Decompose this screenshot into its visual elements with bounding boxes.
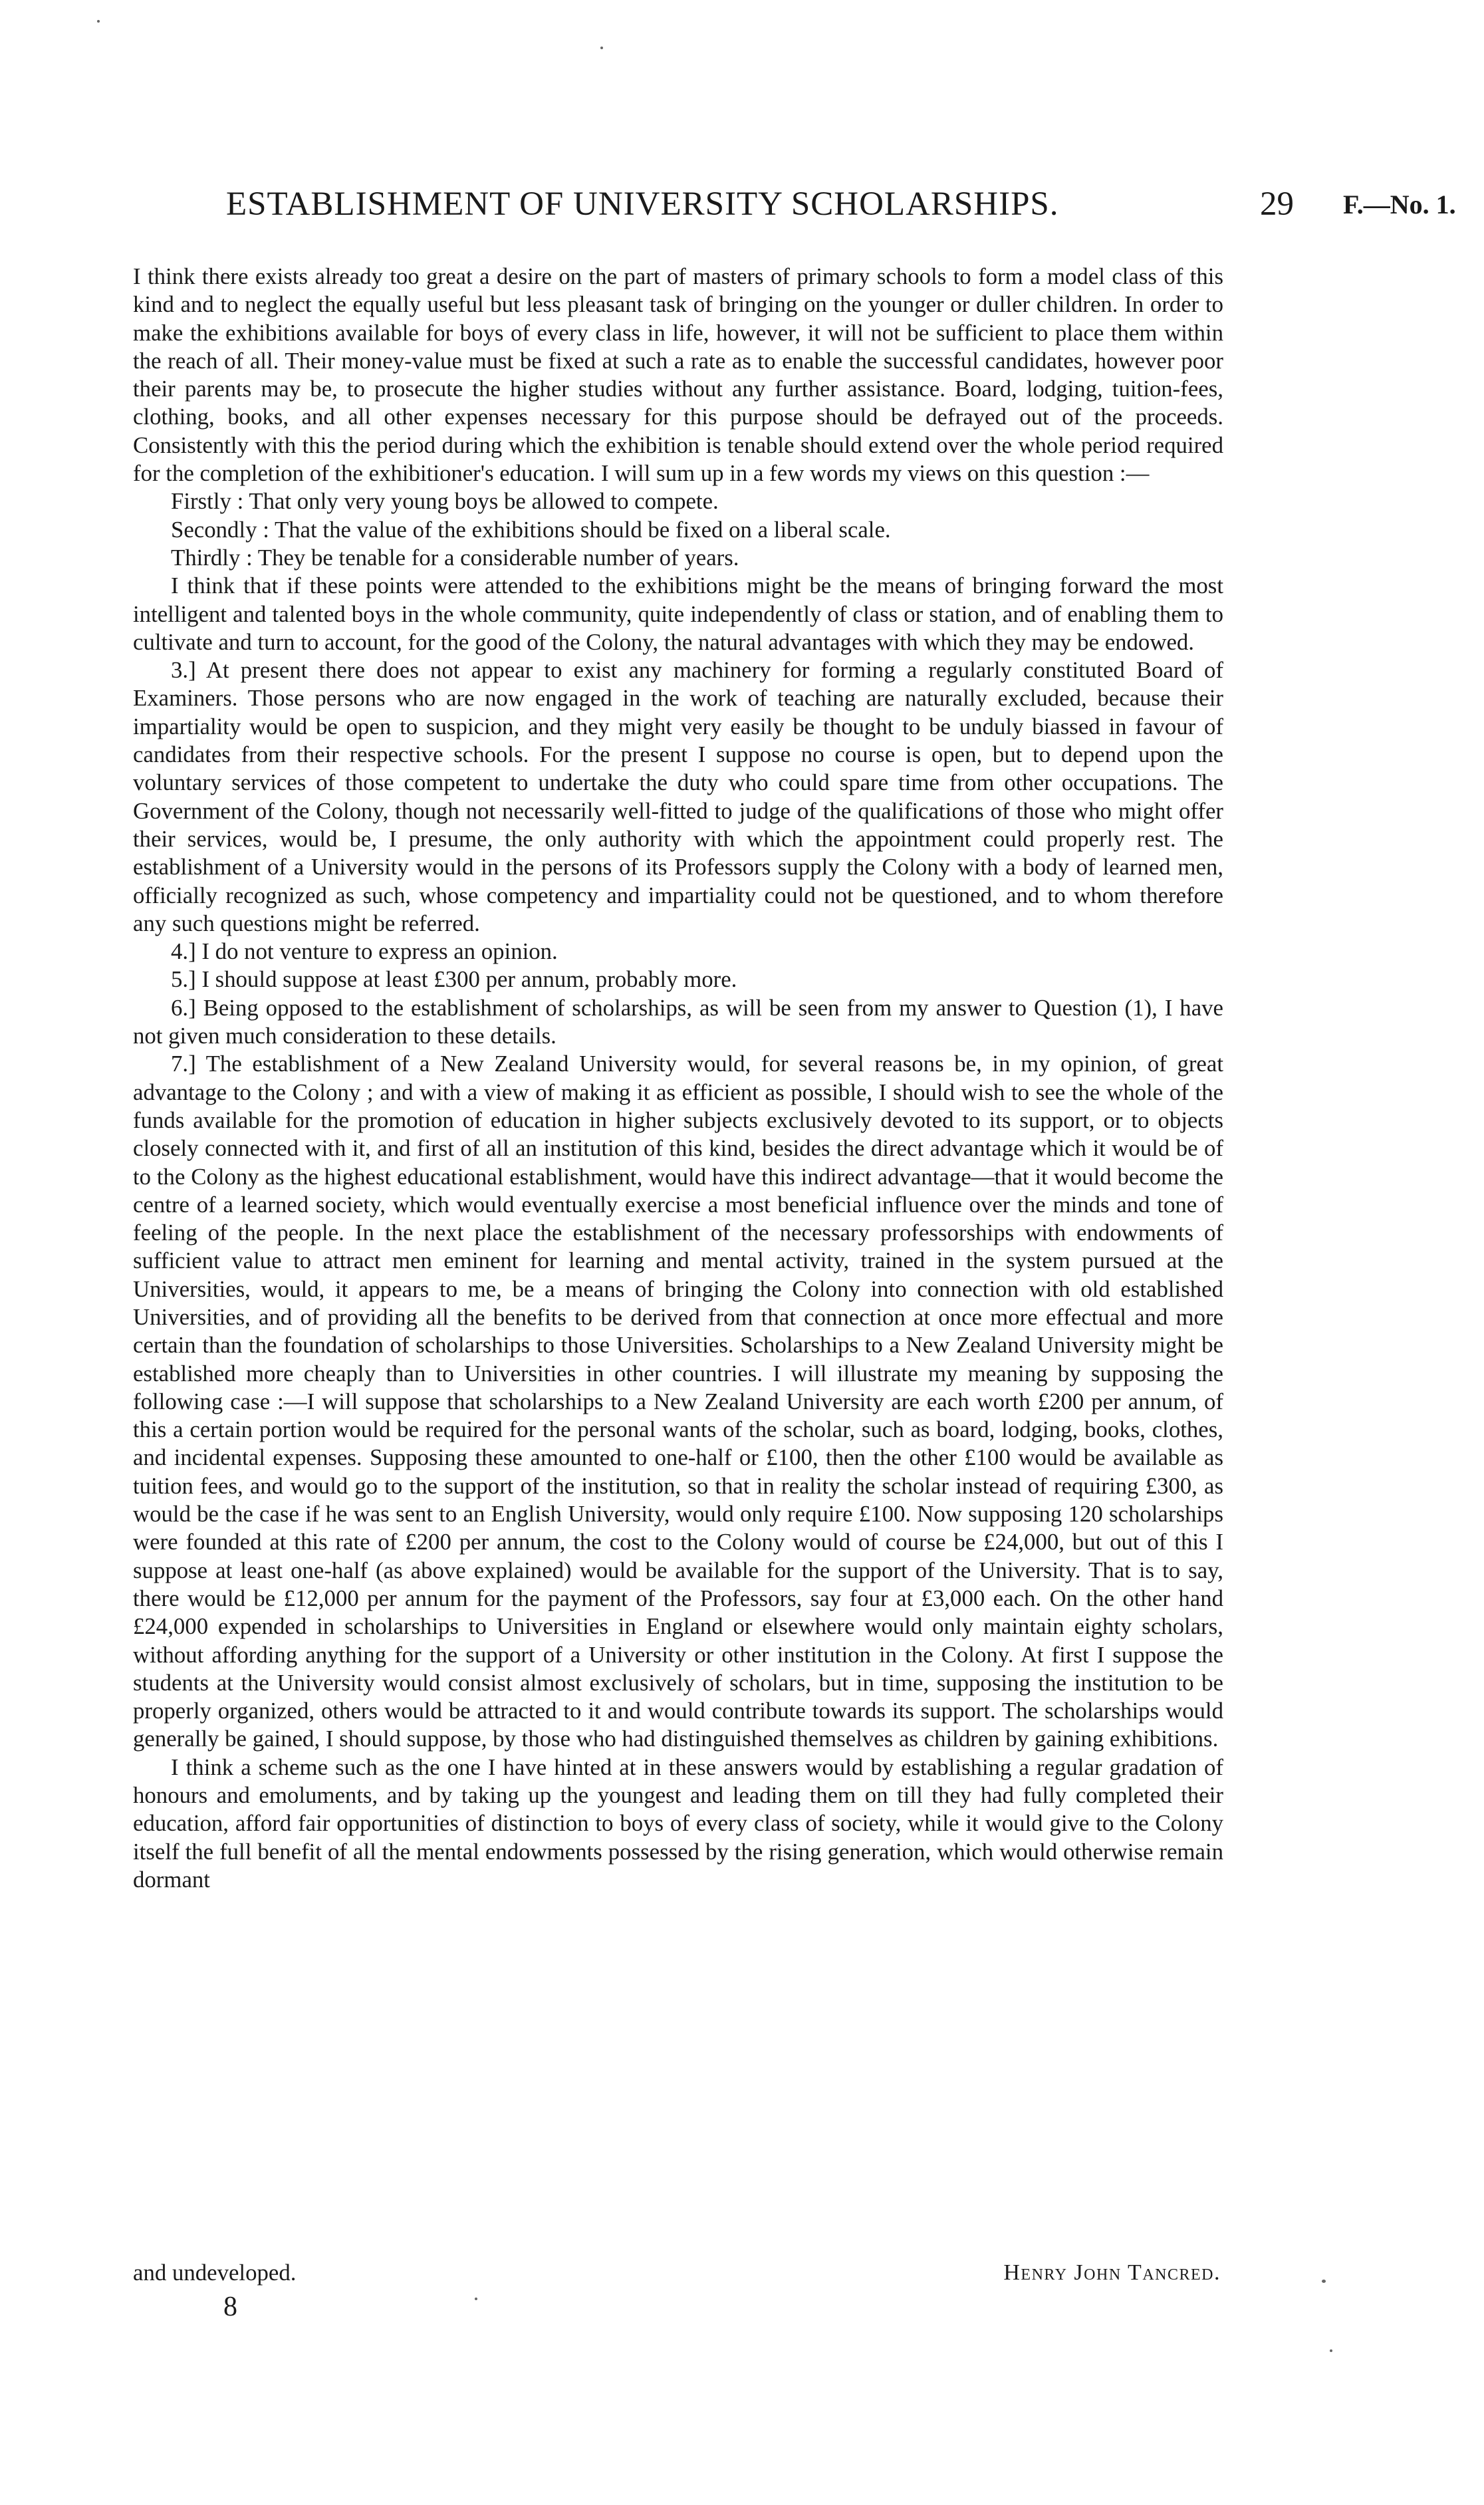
page-title: ESTABLISHMENT OF UNIVERSITY SCHOLARSHIPS. [226,186,1059,223]
body-text [133,263,1223,1894]
signature: Henry John Tancred. [1003,2260,1221,2285]
paper-speck [1322,2280,1326,2283]
document-reference: F.—No. 1. [1343,190,1456,219]
paragraph: Secondly : That the value of the exhibitions should be fixed on a liberal scale. [171,516,891,543]
paragraph: I think there exists already too great a desire on the part of masters of primary schools to form a model class of this kind and to neglect the equally useful but less pleasant task of bringing on the younger or duller children. In order to make the exhibitions available for boys of every class in life, however, it will not be sufficient to place them within the reach of all. Their money-value must be fixed at such a rate as to enable the successful candidates, however poor their parents may be, to prosecute the higher studies without any further assistance. Board, lodging, tuition-fees, clothing, books, and all other expenses necessary for this purpose should be defrayed out of the proceeds. Consistently with this the period during which the exhibition is tenable should extend over the whole period required for the completion of the exhibitioner's education. I will sum up in a few words my views on this question :— [133,263,1223,487]
paragraph: 4.] I do not venture to express an opinion. [171,938,558,965]
closing-text: and undeveloped. [133,2260,297,2286]
running-header [140,185,1456,231]
paragraph: 3.] At present there does not appear to exist any machinery for forming a regularly constituted Board of Examiners. Those persons who are now engaged in the work of teaching are naturally excluded, because their impartiality would be open to suspicion, and they might very easily be thought to be unduly biassed in favour of candidates from their respective schools. For the present I suppose no course is open, but to depend upon the voluntary services of those competent to undertake the duty who could spare time from other occupations. The Government of the Colony, though not necessarily well-fitted to judge of the qualifications of those who might offer their services, would be, I presume, the only authority with which the appointment could properly rest. The establishment of a University would in the persons of its Professors supply the Colony with a body of learned men, officially recognized as such, whose competency and impartiality could not be questioned, and to whom therefore any such questions might be referred. [133,657,1223,936]
paper-speck [97,20,100,23]
sheet-signature-mark: 8 [223,2292,237,2322]
paragraph: 5.] I should suppose at least £300 per annum, probably more. [171,966,737,993]
paragraph: 7.] The establishment of a New Zealand University would, for several reasons be, in my opinion, of great advantage to the Colony ; and with a view of making it as efficient as possible, I should wish to see the whole of the funds available for the promotion of education in higher subjects exclusively devoted to its support, or to objects closely connected with it, and first of all an institution of this kind, besides the direct advantage which it would be of to the Colony as the highest educational establishment, would have this indirect advantage—that it would become the centre of a learned society, which would eventually exercise a most beneficial influence over the minds and tone of feeling of the people. In the next place the establishment of the necessary professorships with endowments of sufficient value to attract men eminent for learning and mental activity, trained in the system pursued at the Universities, would, it appears to me, be a means of bringing the Colony into connection with old established Universities, and of providing all the benefits to be derived from that connection at once more effectual and more certain than the foundation of scholarships to those Universities. Scholarships to a New Zealand University might be established more cheaply than to Universities in other countries. I will illustrate my meaning by supposing the following case :—I will suppose that scholarships to a New Zealand University are each worth £200 per annum, of this a certain portion would be required for the personal wants of the scholar, such as board, lodging, books, clothes, and incidental expenses. Supposing these amounted to one-half or £100, then the other £100 would be available as tuition fees, and would go to the support of the institution, so that in reality the scholar instead of requiring £300, as would be the case if he was sent to an English University, would only require £100. Now supposing 120 scholarships were founded at this rate of £200 per annum, the cost to the Colony would of course be £24,000, but out of this I suppose at least one-half (as above explained) would be available for the support of the University. That is to say, there would be £12,000 per annum for the payment of the Professors, say four at £3,000 each. On the other hand £24,000 expended in scholarships to Universities in England or elsewhere would only maintain eighty scholars, without affording anything for the support of a University or other institution in the Colony. At first I suppose the students at the University would consist almost exclusively of scholars, but in time, supposing the institution to be properly organized, others would be attracted to it and would contribute towards its support. The scholarships would generally be gained, I should suppose, by those who had distinguished themselves as children by gaining exhibitions. [133,1051,1223,1752]
paper-speck [600,47,603,49]
paragraph: Firstly : That only very young boys be allowed to compete. [171,488,719,515]
page-number: 29 [1260,186,1294,223]
paper-speck [1330,2349,1332,2352]
paragraph: I think that if these points were attended to the exhibitions might be the means of bringing forward the most intelligent and talented boys in the whole community, quite independently of class or station, and of enabling them to cultivate and turn to account, for the good of the Colony, the natural advantages with which they may be endowed. [133,573,1223,655]
paragraph: Thirdly : They be tenable for a considerable number of years. [171,544,739,571]
paragraph: 6.] Being opposed to the establishment of scholarships, as will be seen from my answer to Question (1), I have not given much consideration to these details. [133,994,1223,1049]
paragraph: I think a scheme such as the one I have hinted at in these answers would by establishing a regular gradation of honours and emoluments, and by taking up the youngest and leading them on till they had fully completed their education, afford fair opportunities of distinction to boys of every class of society, while it would give to the Colony itself the full benefit of all the mental endowments possessed by the rising generation, which would otherwise remain dormant [133,1754,1223,1893]
paper-speck [475,2298,477,2300]
